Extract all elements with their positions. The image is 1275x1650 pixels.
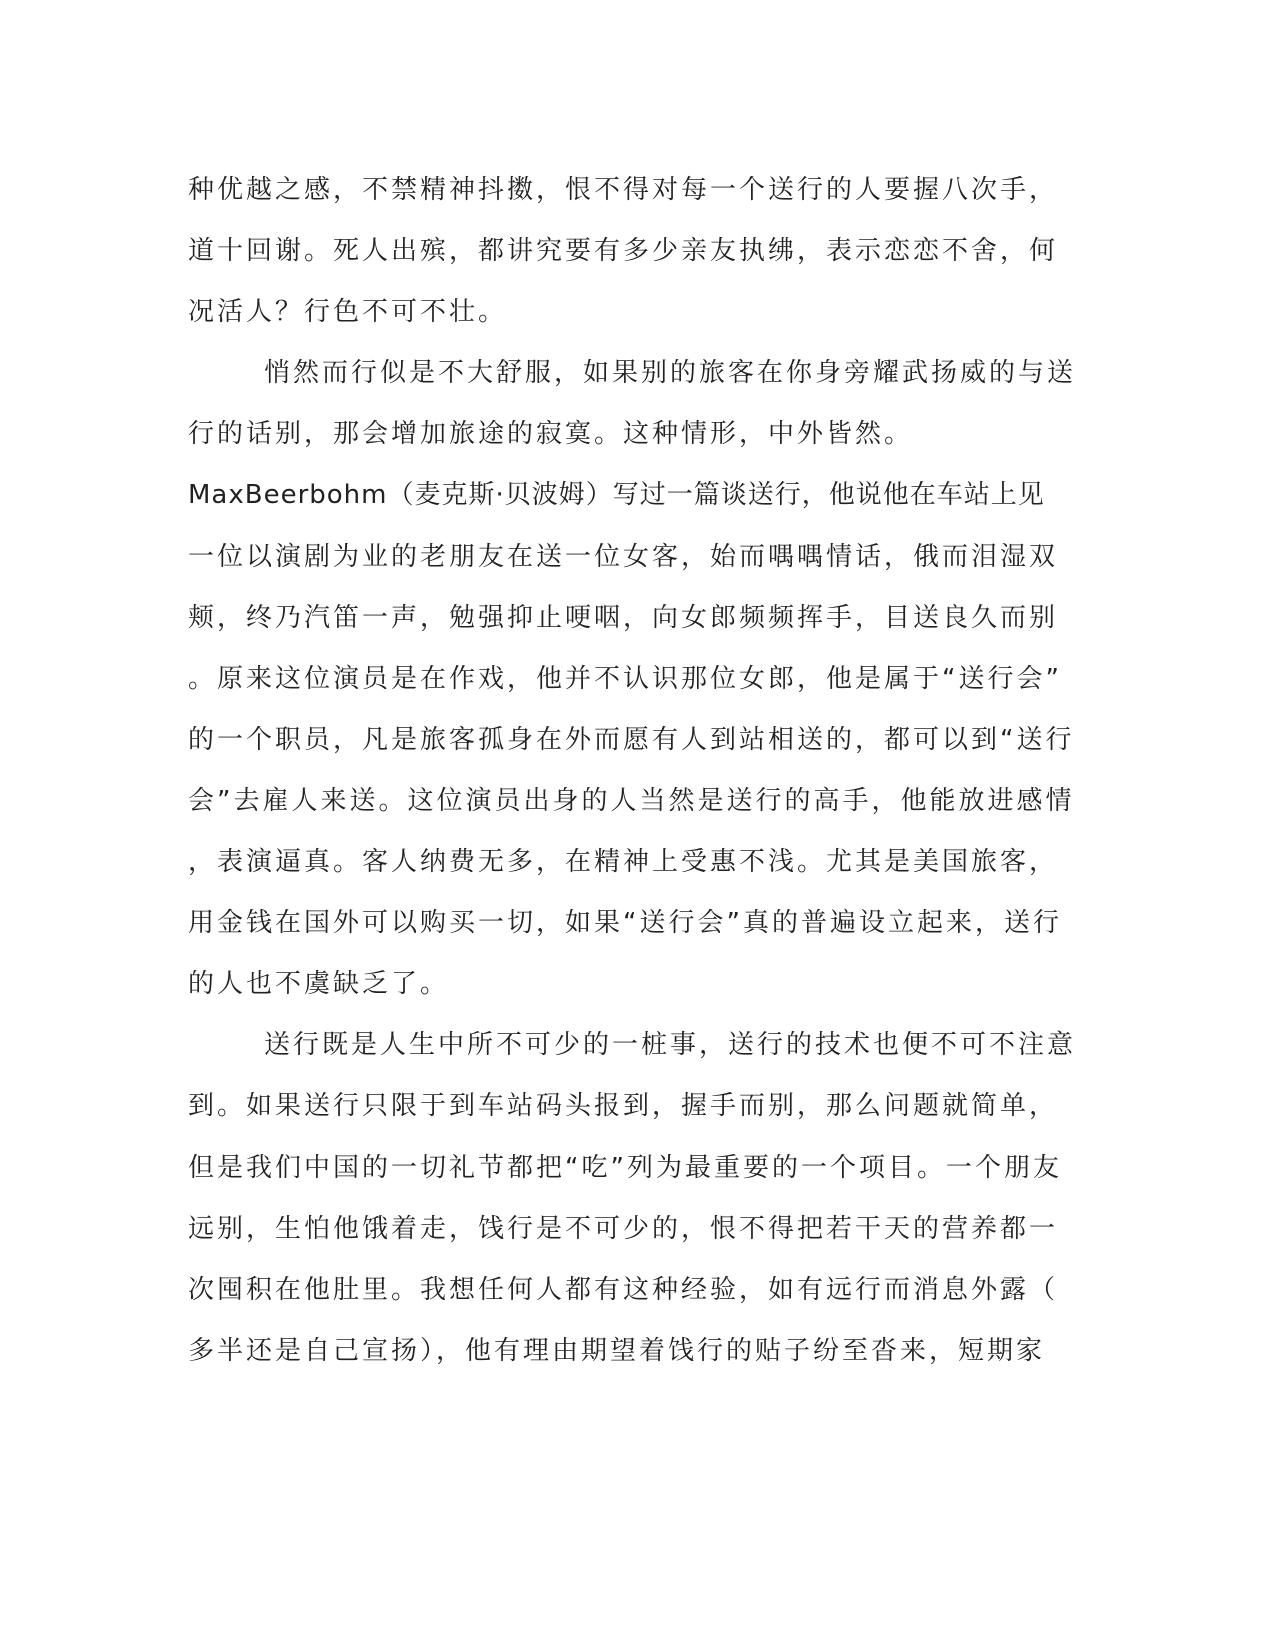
text-line: 多半还是自己宣扬），他有理由期望着饯行的贴子纷至沓来，短期家 [188,1335,1046,1366]
text-line: 行的话别，那会增加旅途的寂寞。这种情形，中外皆然。 [188,419,914,450]
body-text [188,160,1077,1382]
text-line: ，表演逼真。客人纳费无多，在精神上受惠不浅。尤其是美国旅客， [188,847,1059,878]
text-line: 一位以演剧为业的老朋友在送一位女客，始而喁喁情话，俄而泪湿双 [188,541,1059,572]
text-line: 但是我们中国的一切礼节都把“吃”列为最重要的一个项目。一个朋友 [188,1152,1062,1183]
text-line: 种优越之感，不禁精神抖擞，恨不得对每一个送行的人要握八次手， [188,175,1059,205]
text-line: 的一个职员，凡是旅客孤身在外而愿有人到站相送的，都可以到“送行 [188,724,1075,755]
text-line: 况活人？行色不可不壮。 [188,297,508,328]
text-line: 到。如果送行只限于到车站码头报到，握手而别，那么问题就简单， [188,1091,1059,1122]
text-line: 。原来这位演员是在作戏，他并不认识那位女郎，他是属于“送行会” [188,663,1062,694]
text-line: MaxBeerbohm（麦克斯·贝波姆）写过一篇谈送行，他说他在车站上见 [188,480,1045,511]
paragraph-first-line: 送行既是人生中所不可少的一桩事，送行的技术也便不可不注意 [264,1030,1077,1061]
text-line: 会”去雇人来送。这位演员出身的人当然是送行的高手，他能放进感情 [188,785,1075,816]
text-line: 颊，终乃汽笛一声，勉强抑止哽咽，向女郎频频挥手，目送良久而别 [188,602,1059,633]
paragraph-first-line: 悄然而行似是不大舒服，如果别的旅客在你身旁耀武扬威的与送 [264,358,1077,389]
text-line: 用金钱在国外可以购买一切，如果“送行会”真的普遍设立起来，送行 [188,908,1062,939]
text-line: 的人也不虞缺乏了。 [188,969,450,1000]
text-line: 次囤积在他肚里。我想任何人都有这种经验，如有远行而消息外露（ [188,1274,1059,1305]
text-line: 道十回谢。死人出殡，都讲究要有多少亲友执绋，表示恋恋不舍，何 [188,236,1059,267]
text-line: 远别，生怕他饿着走，饯行是不可少的，恨不得把若干天的营养都一 [188,1213,1059,1244]
